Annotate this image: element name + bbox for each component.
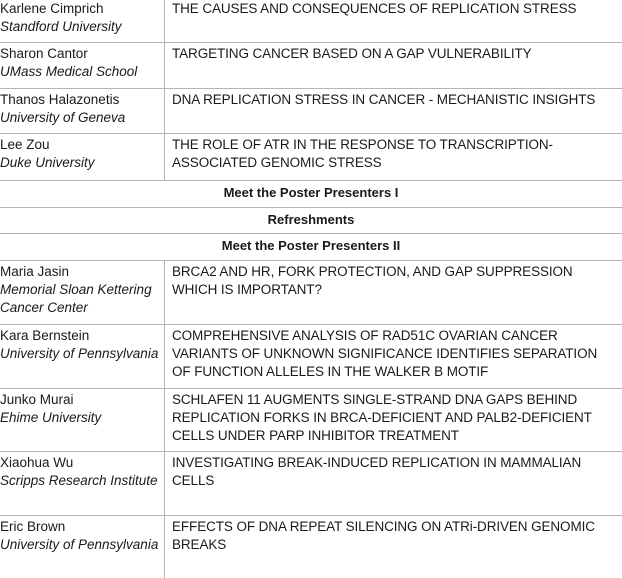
- speaker-name: Maria Jasin: [0, 264, 70, 279]
- speaker-affiliation: University of Geneva: [0, 110, 126, 125]
- session-row: [0, 325, 622, 389]
- speaker-name: Karlene Cimprich: [0, 1, 104, 16]
- talk-title: TARGETING CANCER BASED ON A GAP VULNERABILITY: [172, 46, 532, 61]
- break-label: Meet the Poster Presenters II: [221, 238, 401, 253]
- speaker-affiliation: Scripps Research Institute: [0, 473, 158, 488]
- break-row: [0, 181, 622, 208]
- speaker-cell: [0, 325, 165, 388]
- speaker-name: Eric Brown: [0, 519, 66, 534]
- talk-title: COMPREHENSIVE ANALYSIS OF RAD51C OVARIAN CANCER VARIANTS OF UNKNOWN SIGNIFICANCE IDENTIFIES SEPARATION OF FUNCTION ALLELES IN THE WALKER B MOTIF: [172, 328, 598, 379]
- speaker-cell: [0, 89, 165, 133]
- speaker-name: Junko Murai: [0, 392, 74, 407]
- speaker-cell: [0, 389, 165, 451]
- speaker-cell: [0, 0, 165, 42]
- speaker-affiliation: Standford University: [0, 19, 122, 34]
- session-row: [0, 134, 622, 181]
- speaker-name: Thanos Halazonetis: [0, 92, 120, 107]
- talk-title: THE ROLE OF ATR IN THE RESPONSE TO TRANSCRIPTION-ASSOCIATED GENOMIC STRESS: [172, 137, 553, 170]
- session-row: [0, 43, 622, 89]
- speaker-affiliation: Memorial Sloan Kettering Cancer Center: [0, 282, 152, 315]
- talk-title: BRCA2 AND HR, FORK PROTECTION, AND GAP SUPPRESSION WHICH IS IMPORTANT?: [172, 264, 573, 297]
- speaker-affiliation: UMass Medical School: [0, 64, 138, 79]
- speaker-name: Lee Zou: [0, 137, 50, 152]
- speaker-cell: [0, 516, 165, 578]
- speaker-cell: [0, 452, 165, 515]
- break-label: Refreshments: [267, 212, 355, 227]
- speaker-affiliation: Duke University: [0, 155, 95, 170]
- speaker-affiliation: University of Pennsylvania: [0, 537, 159, 552]
- session-row: [0, 89, 622, 134]
- talk-title: DNA REPLICATION STRESS IN CANCER - MECHANISTIC INSIGHTS: [172, 92, 596, 107]
- talk-title: EFFECTS OF DNA REPEAT SILENCING ON ATRi-DRIVEN GENOMIC BREAKS: [172, 519, 595, 552]
- speaker-affiliation: University of Pennsylvania: [0, 346, 159, 361]
- talk-title: THE CAUSES AND CONSEQUENCES OF REPLICATION STRESS: [172, 1, 577, 16]
- speaker-name: Sharon Cantor: [0, 46, 88, 61]
- talk-title: INVESTIGATING BREAK-INDUCED REPLICATION IN MAMMALIAN CELLS: [172, 455, 582, 488]
- session-row: [0, 261, 622, 325]
- break-label: Meet the Poster Presenters I: [223, 185, 399, 200]
- talk-title: SCHLAFEN 11 AUGMENTS SINGLE-STRAND DNA GAPS BEHIND REPLICATION FORKS IN BRCA-DEFICIENT AND PALB2-DEFICIENT CELLS UNDER PARP INHIBITOR TREATMENT: [172, 392, 592, 443]
- speaker-cell: [0, 261, 165, 324]
- speaker-affiliation: Ehime University: [0, 410, 102, 425]
- session-row: [0, 452, 622, 516]
- session-row: [0, 516, 622, 578]
- speaker-cell: [0, 134, 165, 180]
- speaker-name: Xiaohua Wu: [0, 455, 74, 470]
- speaker-cell: [0, 43, 165, 88]
- break-row: [0, 234, 622, 261]
- break-row: [0, 208, 622, 234]
- session-row: [0, 389, 622, 452]
- session-row: [0, 0, 622, 43]
- speaker-name: Kara Bernstein: [0, 328, 90, 343]
